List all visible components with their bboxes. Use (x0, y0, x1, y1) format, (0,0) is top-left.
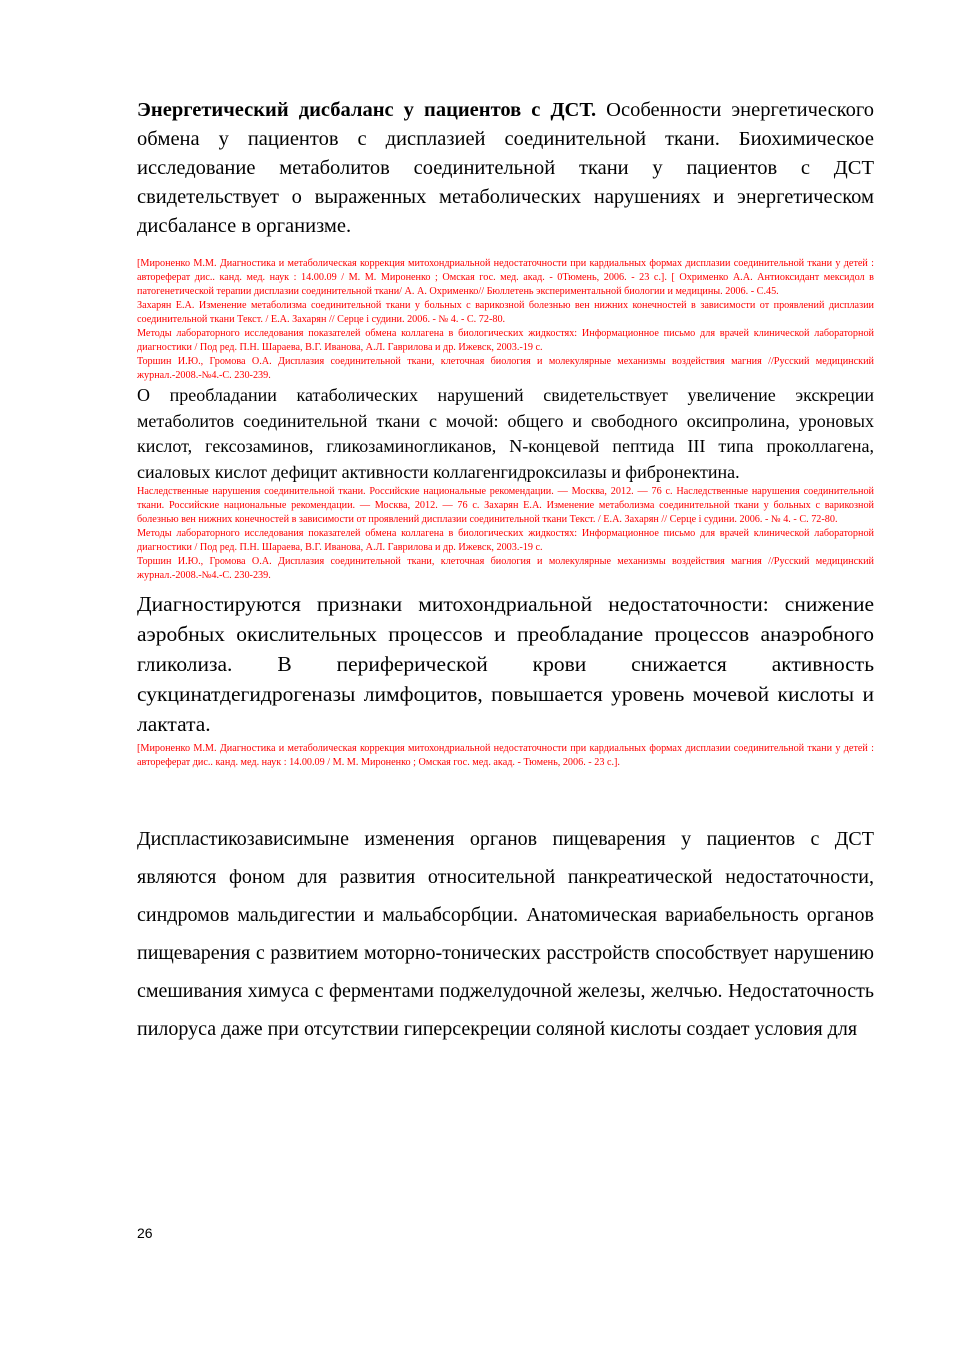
paragraph-mitochondrial: Диагностируются признаки митохондриальной недостаточности: снижение аэробных окислительных процессов и преобладание процессов анаэробного гликолиза. В периферической крови снижается активность сукцинатдегидрогеназы лимфоцитов, повышается уровень мочевой кислоты и лактата. (137, 592, 874, 736)
reference-item: Наследственные нарушения соединительной ткани. Российские национальные рекомендации. — Москва, 2012. — 76 с. Наследственные нарушения соединительной ткани. Российские национальные рекомендации. — Москва, 2012. — 76 с. Захарян Е.А. Изменение метаболизма соединительной ткани у больных с варикозной болезнью вен нижних конечностей в зависимости от проявлений дисплазии соединительной ткани Текст. / Е.А. Захарян // Серце і судини. 2006. - № 4. - С. 72-80. (137, 486, 874, 525)
paragraph-catabolic: О преобладании катаболических нарушений свидетельствует увеличение экскреции метаболитов соединительной ткани с мочой: общего и свободного оксипролина, уроновых кислот, гексозаминов, гликозаминогликанов, N-концевой пептида III типа проколлагена, сиаловых кислот дефицит активности коллагенгидроксилазы и фибронектина. (137, 385, 874, 482)
reference-item: [Мироненко М.М. Диагностика и метаболическая коррекция митохондриальной недостаточности при кардиальных формах дисплазии соединительной ткани у детей : автореферат дис.. канд. мед. наук : 14.00.09 / М. М. Мироненко ; Омская гос. мед. акад. - Тюмень, 2006. - 23 с.]. (137, 743, 874, 768)
section-energy-imbalance (137, 96, 874, 241)
reference-block-2 (137, 485, 874, 583)
reference-item: Торшин И.Ю., Громова О.А. Дисплазия соединительной ткани, клеточная биология и молекулярные механизмы воздействия магния //Русский медицинский журнал.-2008.-№4.-С. 230-239. (137, 356, 874, 381)
page-number: 26 (137, 1225, 153, 1241)
section-body: Особенности энергетического обмена у пациентов с дисплазией соединительной ткани. Биохимическое исследование метаболитов соединительной ткани у пациентов с ДСТ свидетельствует о выраженных метаболических нарушениях и энергетическом дисбалансе в организме. (137, 99, 874, 237)
reference-item: [Мироненко М.М. Диагностика и метаболическая коррекция митохондриальной недостаточности при кардиальных формах дисплазии соединительной ткани у детей : автореферат дис.. канд. мед. наук : 14.00.09 / М. М. Мироненко ; Омская гос. мед. акад. - 0Тюмень, 2006. - 23 с.]. [ Охрименко А.А. Антиоксидант мексидол в патогенетической терапии дисплазии соединительной ткани/ А. А. Охрименко// Бюллетень экспериментальной биологии и медицины. 2006. - С.45. (137, 258, 874, 297)
reference-item: Захарян Е.А. Изменение метаболизма соединительной ткани у больных с варикозной болезнью вен нижних конечностей в зависимости от проявлений дисплазии соединительной ткани Текст. / Е.А. Захарян // Серце і судини. 2006. - № 4. - С. 72-80. (137, 300, 874, 325)
reference-item: Методы лабораторного исследования показателей обмена коллагена в биологических жидкостях: Информационное письмо для врачей клинической лабораторной диагностики / Под ред. П.Н. Шараева, В.Г. Иванова, А.Л. Гаврилова и др. Ижевск, 2003.-19 с. (137, 328, 874, 353)
reference-item: Торшин И.Ю., Громова О.А. Дисплазия соединительной ткани, клеточная биология и молекулярные механизмы воздействия магния //Русский медицинский журнал.-2008.-№4.-С. 230-239. (137, 556, 874, 581)
section-title: Энергетический дисбаланс у пациентов с ДСТ. (137, 99, 597, 121)
reference-item: Методы лабораторного исследования показателей обмена коллагена в биологических жидкостях: Информационное письмо для врачей клинической лабораторной диагностики / Под ред. П.Н. Шараева, В.Г. Иванова, А.Л. Гаврилова и др. Ижевск, 2003.-19 с. (137, 528, 874, 553)
reference-block-3 (137, 742, 874, 770)
page-content (137, 96, 874, 1048)
reference-block-1 (137, 257, 874, 383)
paragraph-digestive: Диспластикозависимыне изменения органов пищеварения у пациентов с ДСТ являются фоном для развития относительной панкреатической недостаточности, синдромов мальдигестии и мальабсорбции. Анатомическая вариабельность органов пищеварения с развитием моторно-тонических расстройств способствует нарушению смешивания химуса с ферментами поджелудочной железы, желчью. Недостаточность пилоруса даже при отсутствии гиперсекреции соляной кислоты создает условия для (137, 828, 874, 1040)
